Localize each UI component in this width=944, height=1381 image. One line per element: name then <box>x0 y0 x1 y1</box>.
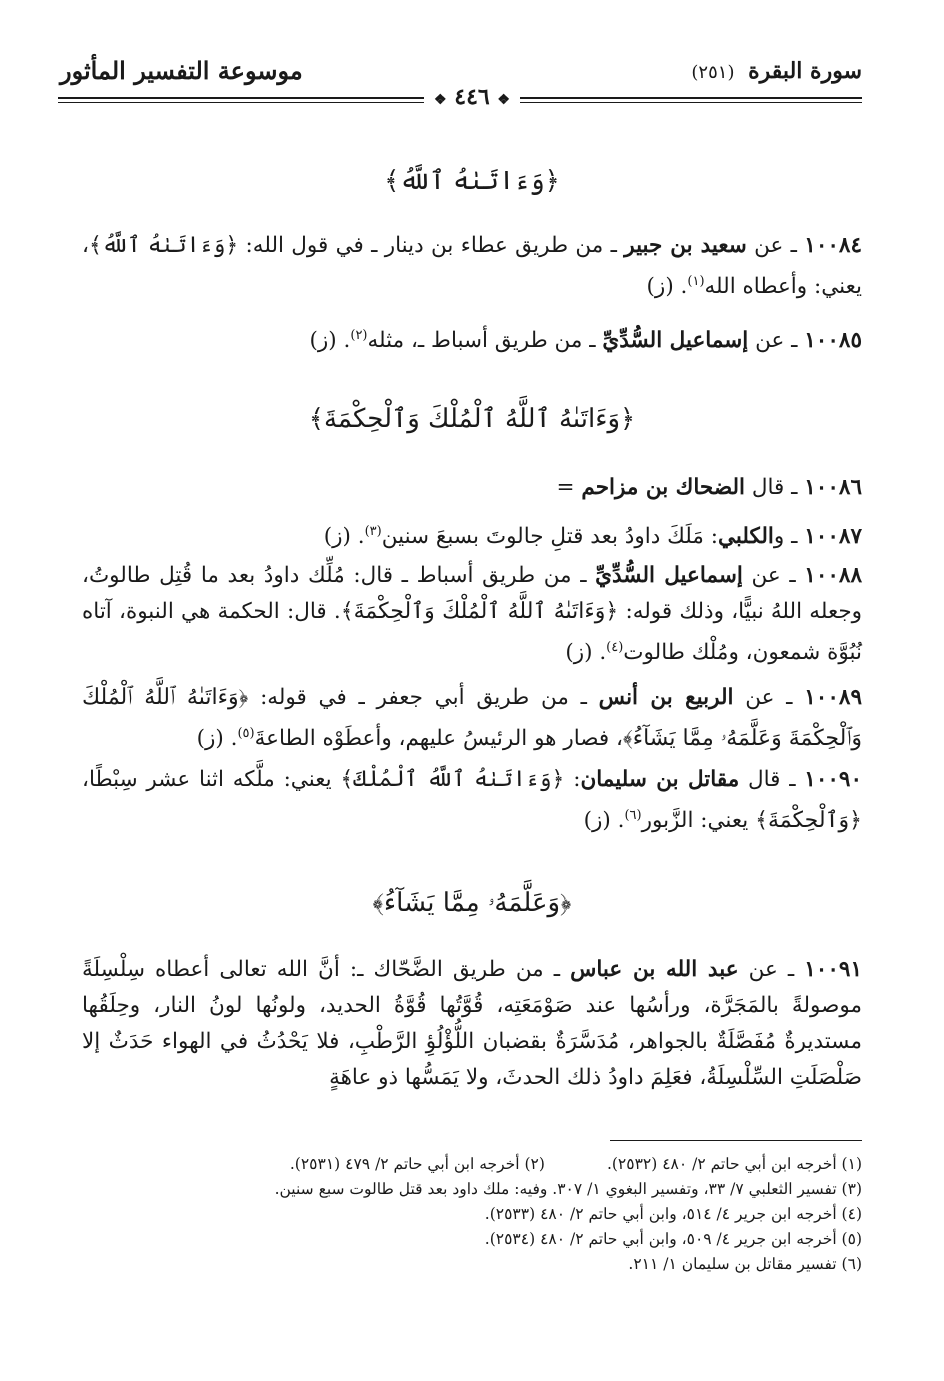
narration-10086: ١٠٠٨٦ ـ قال الضحاك بن مزاحم = <box>556 475 862 500</box>
surah-name: سورة البقرة <box>748 58 862 84</box>
narration-number: ١٠٠٩١ <box>804 957 862 982</box>
footnote-ref: (٣) <box>364 524 382 539</box>
footnote-ref: (١) <box>687 274 705 289</box>
verse-heading: ﴿وَءَاتَىٰهُ ٱللَّهُ﴾ <box>384 166 560 196</box>
narration-number: ١٠٠٩٠ <box>804 767 863 792</box>
narration-10085: ١٠٠٨٥ ـ عن إسماعيل السُّدِّيِّ ـ من طريق أسباط ـ، مثله$^{(٢)}$. (ز) <box>309 328 862 354</box>
narrator-name: إسماعيل السُّدِّيِّ <box>595 563 743 588</box>
narrator-name: الربيع بن أنس <box>598 685 734 710</box>
verse-heading: ﴿وَعَلَّمَهُۥ مِمَّا يَشَآءُ﴾ <box>372 888 572 918</box>
footnote-5: (٥) أخرجه ابن جرير ٤/ ٥٠٩، وابن أبي حاتم ٢/ ٤٨٠ (٢٥٣٤). <box>484 1230 862 1248</box>
narration-10084: ١٠٠٨٤ ـ عن سعيد بن جبير ـ من طريق عطاء بن دينار ـ في قول الله: ﴿وَءَاتَىٰهُ ٱللَّهُ﴾، يعني: وأعطاه الله$^{(١)}$. (ز) <box>82 233 863 300</box>
narration-10090: ١٠٠٩٠ ـ قال مقاتل بن سليمان: ﴿وَءَاتَىٰهُ ٱللَّهُ ٱلْمُلْكَ﴾ يعني: ملَّكه اثنا عشر سِبْطًا، ﴿وَٱلْحِكْمَةَ﴾ يعني: الزَّبور$^{(٦)}$. (ز) <box>82 767 863 834</box>
narrator-name: الضحاك بن مزاحم <box>581 475 745 500</box>
footnote-ref: (٦) <box>624 808 642 823</box>
page-number-block <box>0 84 944 110</box>
quran-quote: ﴿وَٱلْحِكْمَةَ﴾ <box>755 808 862 834</box>
ornament-icon: ❖ <box>434 92 447 108</box>
narration-number: ١٠٠٨٨ <box>804 563 863 588</box>
narration-number: ١٠٠٨٤ <box>804 233 863 258</box>
footnote-ref: (٢) <box>350 328 368 343</box>
footnote-ref: (٥) <box>237 726 255 741</box>
footnote-6: (٦) تفسير مقاتل بن سليمان ١/ ٢١١. <box>628 1255 862 1273</box>
footnote-separator <box>610 1140 862 1141</box>
footnote-4: (٤) أخرجه ابن جرير ٤/ ٥١٤، وابن أبي حاتم ٢/ ٤٨٠ (٢٥٣٣). <box>484 1205 862 1223</box>
quran-quote: ﴿وَءَاتَىٰهُ ٱللَّهُ ٱلْمُلْكَ﴾ <box>340 767 565 792</box>
quran-quote: ﴿وَءَاتَىٰهُ ٱللَّهُ ٱلْمُلْكَ وَٱلْحِكْمَةَ﴾ <box>340 599 619 624</box>
running-header-surah <box>691 58 862 84</box>
running-header-book-title: موسوعة التفسير المأثور <box>60 56 303 85</box>
quran-quote: ﴿وَءَاتَىٰهُ ٱللَّهُ ٱلْمُلْكَ وَٱلْحِكْمَةَ وَعَلَّمَهُۥ مِمَّا يَشَآءُ﴾ <box>82 685 862 752</box>
verse-heading: ﴿وَءَاتَىٰهُ ٱللَّهُ ٱلْمُلْكَ وَٱلْحِكْمَةَ﴾ <box>308 404 636 434</box>
narrator-name: مقاتل بن سليمان <box>580 767 740 792</box>
quran-quote: ﴿وَءَاتَىٰهُ ٱللَّهُ﴾ <box>88 233 239 258</box>
footnote-3: (٣) تفسير الثعلبي ٧/ ٣٣، وتفسير البغوي ١/ ٣٠٧. وفيه: ملك داود بعد قتل طالوت سبع سنين. <box>274 1180 862 1198</box>
narration-number: ١٠٠٨٧ <box>804 524 862 550</box>
narration-number: ١٠٠٨٦ <box>804 475 862 500</box>
footnote-2: (٢) أخرجه ابن أبي حاتم ٢/ ٤٧٩ (٢٥٣١). <box>289 1155 545 1173</box>
verse-reference: (٢٥١) <box>691 62 735 83</box>
narrator-name: إسماعيل السُّدِّيِّ <box>602 328 749 354</box>
narration-10091: ١٠٠٩١ ـ عن عبد الله بن عباس ـ من طريق الضَّحّاك ـ: أنَّ الله تعالى أعطاه سِلْسِلَةً موصولةً بالمَجَرَّة، ورأسُها عند صَوْمَعَتِه، قُوَّتُها قُوَّةُ الحديد، ولونُها لونُ النار، وحِلَقُها مستديرةٌ مُفَصَّلَةٌ بالجواهر، مُدَسَّرَةٌ بقضبان اللُّؤْلُؤِ الرَّطْبِ، فلا يَحْدُثُ في الهواء حَدَثٌ إلا صَلْصَلَتِ السِّلْسِلَةُ، فعَلِمَ داودُ ذلك الحدثَ، ولا يَمَسُّها ذو عاهَةٍ <box>82 957 862 1090</box>
narration-number: ١٠٠٨٩ <box>804 685 862 710</box>
narrator-name: عبد الله بن عباس <box>570 957 739 982</box>
narration-10087: ١٠٠٨٧ ـ والكلبي: مَلَكَ داودُ بعد قتلِ جالوتَ بسبعَ سنين$^{(٣)}$. (ز) <box>323 524 862 550</box>
narration-10088: ١٠٠٨٨ ـ عن إسماعيل السُّدِّيِّ ـ من طريق أسباط ـ قال: مُلِّك داودُ بعد ما قُتِل طالوتُ، وجعله اللهُ نبيًّا، وذلك قوله: ﴿وَءَاتَىٰهُ ٱللَّهُ ٱلْمُلْكَ وَٱلْحِكْمَةَ﴾. قال: الحكمة هي النبوة، آتاه نُبُوَّة شمعون، ومُلْك طالوت$^{(٤)}$. (ز) <box>82 563 863 666</box>
narration-number: ١٠٠٨٥ <box>804 328 862 354</box>
ornament-icon: ❖ <box>497 92 510 108</box>
narration-10089: ١٠٠٨٩ ـ عن الربيع بن أنس ـ من طريق أبي جعفر ـ في قوله: ﴿وَءَاتَىٰهُ ٱللَّهُ ٱلْمُلْكَ وَٱلْحِكْمَةَ وَعَلَّمَهُۥ مِمَّا يَشَآءُ﴾، فصار هو الرئيسُ عليهم، وأعطَوْه الطاعةَ$^{(٥)}$. (ز) <box>82 685 862 752</box>
narrator-name: الكلبي <box>717 524 774 550</box>
footnote-ref: (٤) <box>606 640 624 655</box>
footnote-1: (١) أخرجه ابن أبي حاتم ٢/ ٤٨٠ (٢٥٣٢). <box>606 1155 862 1173</box>
page-number: ٤٤٦ <box>454 84 490 110</box>
narrator-name: سعيد بن جبير <box>624 233 747 258</box>
footnotes <box>82 1152 862 1277</box>
